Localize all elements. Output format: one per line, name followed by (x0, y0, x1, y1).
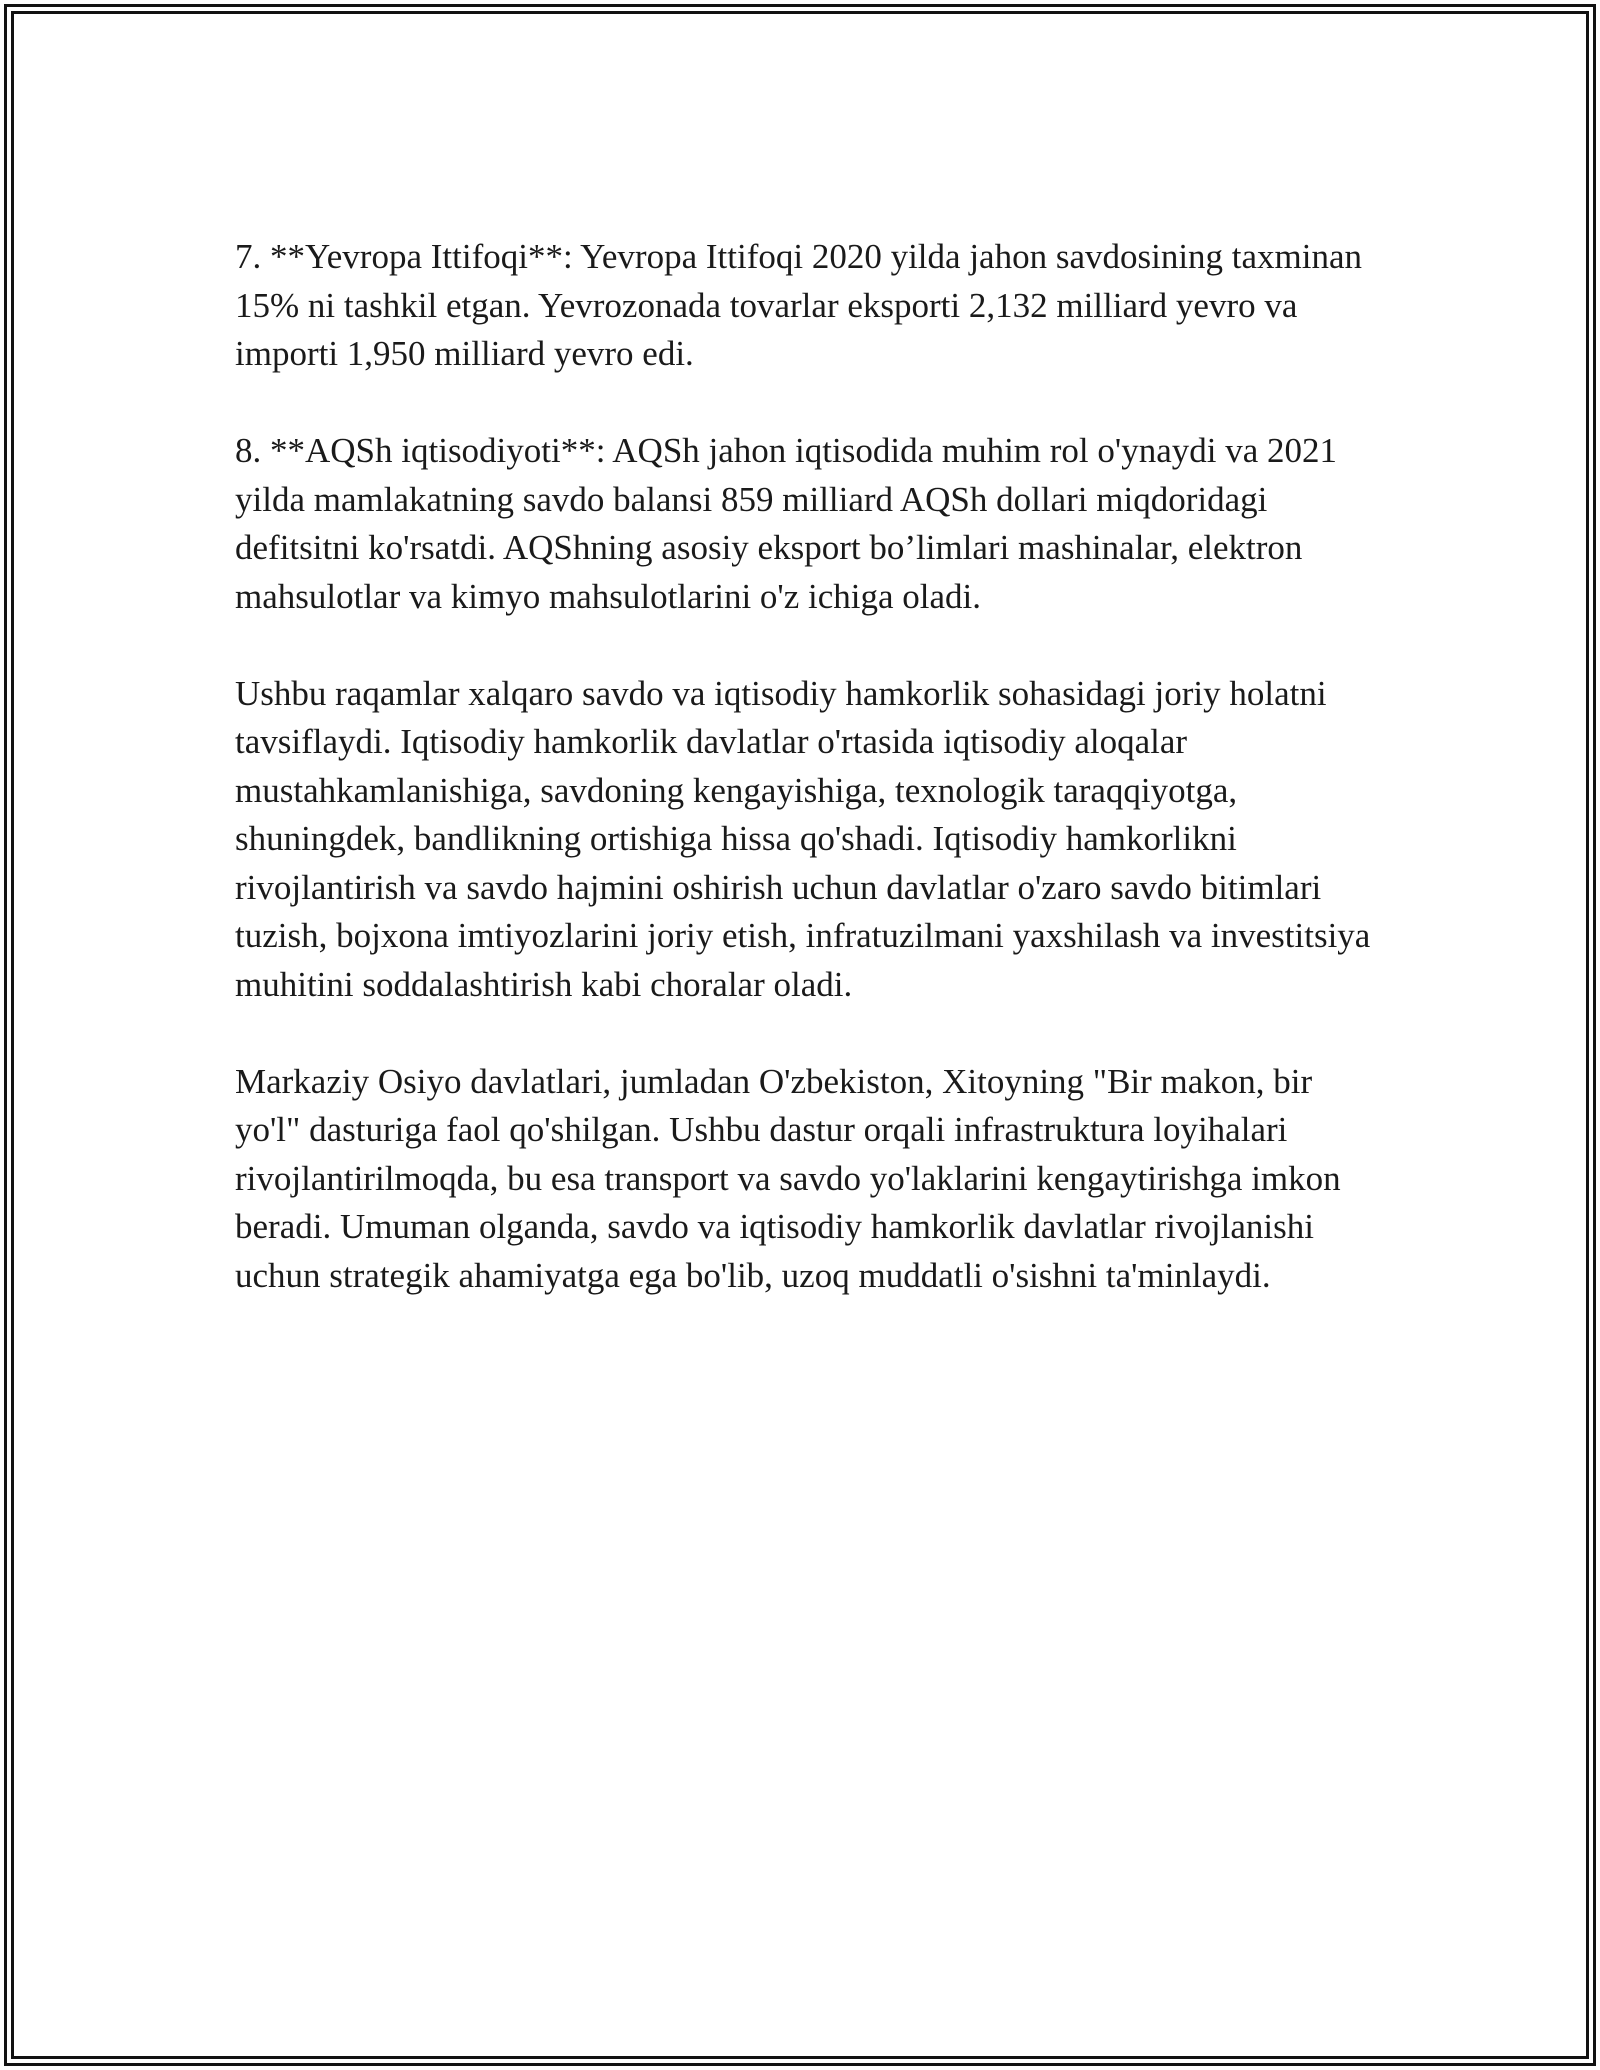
document-body (235, 233, 1375, 1349)
paragraph-usa-economy: 8. **AQSh iqtisodiyoti**: AQSh jahon iqtisodida muhim rol o'ynaydi va 2021 yilda mamlakatning savdo balansi 859 milliard AQSh dollari miqdoridagi defitsitni ko'rsatdi. AQShning asosiy eksport bo’limlari mashinalar, elektron mahsulotlar va kimyo mahsulotlarini o'z ichiga oladi. (235, 431, 1338, 616)
paragraph-central-asia: Markaziy Osiyo davlatlari, jumladan O'zbekiston, Xitoyning "Bir makon, bir yo'l" dasturiga faol qo'shilgan. Ushbu dastur orqali infrastruktura loyihalari rivojlantirilmoqda, bu esa transport va savdo yo'laklarini kengaytirishga imkon beradi. Umuman olganda, savdo va iqtisodiy hamkorlik davlatlar rivojlanishi uchun strategik ahamiyatga ega bo'lib, uzoq muddatli o'sishni ta'minlaydi. (235, 1061, 1341, 1295)
paragraph-european-union: 7. **Yevropa Ittifoqi**: Yevropa Ittifoqi 2020 yilda jahon savdosining taxminan 15% ni tashkil etgan. Yevrozonada tovarlar eksporti 2,132 milliard yevro va importi 1,950 milliard yevro edi. (235, 237, 1363, 373)
paragraph-trade-summary: Ushbu raqamlar xalqaro savdo va iqtisodiy hamkorlik sohasidagi joriy holatni tavsiflaydi. Iqtisodiy hamkorlik davlatlar o'rtasida iqtisodiy aloqalar mustahkamlanishiga, savdoning kengayishiga, texnologik taraqqiyotga, shuningdek, bandlikning ortishiga hissa qo'shadi. Iqtisodiy hamkorlikni rivojlantirish va savdo hajmini oshirish uchun davlatlar o'zaro savdo bitimlari tuzish, bojxona imtiyozlarini joriy etish, infratuzilmani yaxshilash va investitsiya muhitini soddalashtirish kabi choralar oladi. (235, 673, 1371, 1004)
